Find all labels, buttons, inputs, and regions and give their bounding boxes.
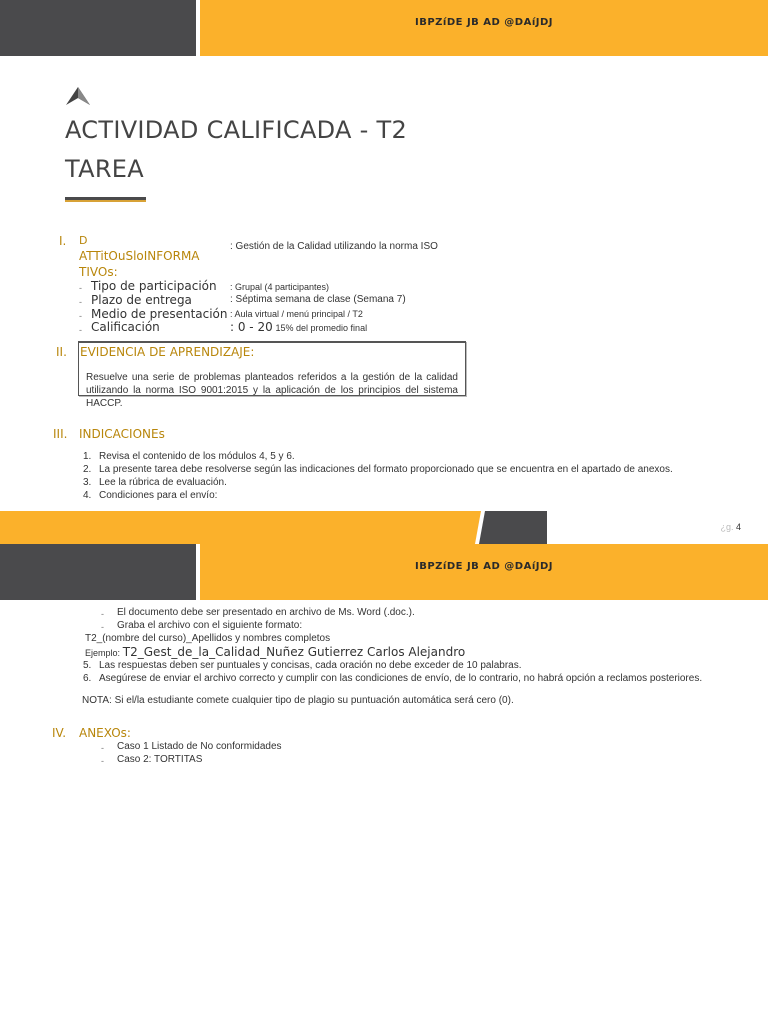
section-4-heading: ANEXOs: [79, 726, 131, 740]
section-2-heading: EVIDENCIA DE APRENDIZAJE: [80, 345, 255, 359]
annex-item: Caso 2: TORTITAS [117, 754, 203, 765]
section-2-numeral: II. [56, 345, 67, 359]
title-rule-accent [65, 200, 146, 202]
example-line [85, 645, 465, 659]
page-header-2 [0, 544, 768, 600]
participation-label: Tipo de participación [91, 279, 217, 293]
instruction-item: La presente tarea debe resolverse según las indicaciones del formato proporcionado que se encuentra en el apartado de anexos. [99, 464, 673, 475]
page-number-value: 4 [735, 522, 741, 532]
header-gold-block [200, 544, 768, 600]
instruction-item: Las respuestas deben ser puntuales y concisas, cada oración no debe exceder de 10 palabras. [99, 660, 522, 671]
list-number: 5. [83, 660, 92, 671]
example-label: Ejemplo: [85, 648, 121, 658]
bullet: - [79, 297, 82, 307]
list-number: 3. [83, 477, 92, 488]
header-dark-block [0, 544, 196, 600]
bullet: - [79, 283, 82, 293]
bullet: - [79, 311, 82, 321]
bullet: - [101, 756, 104, 766]
medium-label: Medio de presentación [91, 307, 228, 321]
page-prefix: ¿g. [720, 522, 734, 532]
course-value: : Gestión de la Calidad utilizando la norma ISO [230, 241, 438, 252]
header-gold-block [200, 0, 768, 56]
section-1-heading-l3: TIVOs: [79, 265, 118, 279]
instruction-item: Condiciones para el envío: [99, 490, 218, 501]
submission-condition: Graba el archivo con el siguiente formato: [117, 620, 303, 631]
evidence-line-1: Resuelve una serie de problemas planteados referidos a la gestión de la calidad [86, 372, 458, 383]
plagiarism-note: NOTA: Si el/la estudiante comete cualquier tipo de plagio su puntuación automática será cero (0). [82, 695, 514, 706]
grade-label: Calificación [91, 320, 160, 334]
section-3-numeral: III. [53, 427, 68, 441]
bullet: - [101, 609, 104, 619]
page-number [720, 522, 741, 532]
header-text: IBPZíDE JB AD @DAíJDJ [414, 561, 554, 572]
example-value: T2_Gest_de_la_Calidad_Nuñez Gutierrez Carlos Alejandro [122, 645, 466, 659]
header-dark-block [0, 0, 196, 56]
bullet: - [79, 325, 82, 335]
footer-shapes [0, 511, 768, 544]
file-format: T2_(nombre del curso)_Apellidos y nombres completos [85, 633, 331, 644]
list-number: 1. [83, 451, 92, 462]
header-text: IBPZíDE JB AD @DAíJDJ [414, 17, 554, 28]
section-1-heading-l2: ATTitOuSloINFORMA [79, 249, 200, 263]
list-number: 4. [83, 490, 92, 501]
bullet: - [101, 622, 104, 632]
section-1-numeral: I. [59, 234, 67, 248]
evidence-line-3: HACCP. [86, 398, 123, 409]
grade-weight: 15% del promedio final [275, 323, 368, 333]
deadline-label: Plazo de entrega [91, 293, 192, 307]
page-footer-band [0, 511, 768, 544]
list-number: 6. [83, 673, 92, 684]
deadline-value: : Séptima semana de clase (Semana 7) [230, 294, 406, 305]
instruction-item: Revisa el contenido de los módulos 4, 5 y 6. [99, 451, 295, 462]
bullet: - [101, 743, 104, 753]
list-number: 2. [83, 464, 92, 475]
logo-icon [64, 85, 92, 107]
page-title-line2: TAREA [65, 155, 144, 183]
grade-value [230, 320, 367, 334]
section-3-heading: INDICACIONEs [79, 427, 165, 441]
instruction-item: Asegúrese de enviar el archivo correcto y cumplir con las condiciones de envío, de lo contrario, no habrá opción a reclamos posteriores. [99, 673, 703, 684]
instruction-item: Lee la rúbrica de evaluación. [99, 477, 227, 488]
annex-item: Caso 1 Listado de No conformidades [117, 741, 282, 752]
page-title: ACTIVIDAD CALIFICADA - T2 [65, 116, 408, 144]
page-header-1 [0, 0, 768, 56]
medium-value: : Aula virtual / menú principal / T2 [230, 309, 363, 319]
section-1-heading-l1: D [79, 234, 88, 247]
evidence-line-2: utilizando la norma ISO 9001:2015 y la aplicación de los principios del sistema [86, 385, 458, 396]
participation-value: : Grupal (4 participantes) [230, 282, 330, 292]
submission-condition: El documento debe ser presentado en archivo de Ms. Word (.doc.). [117, 607, 415, 618]
section-4-numeral: IV. [52, 726, 67, 740]
grade-range: : 0 - 20 [230, 320, 273, 334]
